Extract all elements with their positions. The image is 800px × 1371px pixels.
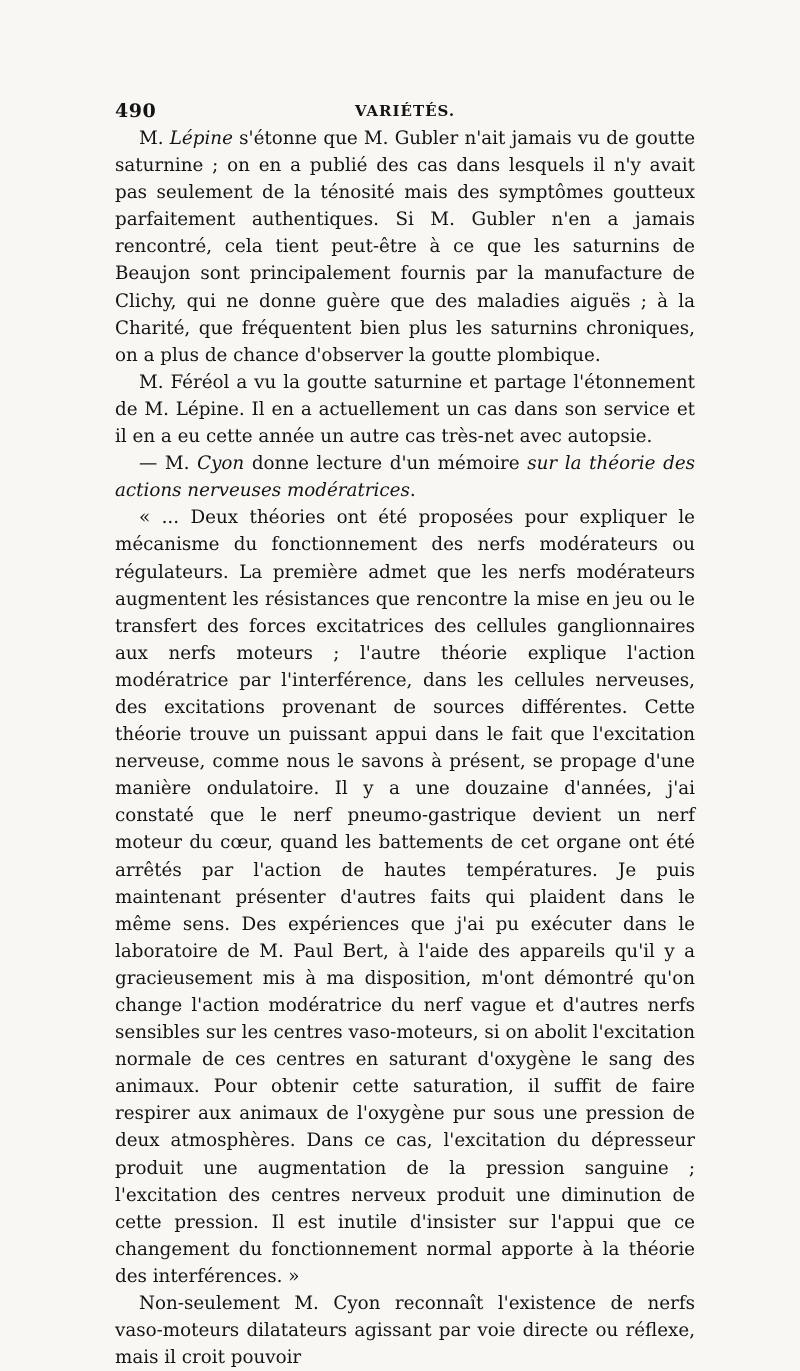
paragraph-text: donne lecture d'un mémoire	[244, 453, 528, 475]
paragraph-text: s'étonne que M. Gubler n'ait jamais vu de goutte saturnine ; on en a publié des cas dans lesquels il n'y avait pas seulement de la ténosité mais des symptômes goutteux parfaitement authentiques. Si M. Gubler n'en a jamais rencontré, cela tient peut-être à ce que les saturnins de Beaujon sont principalement fournis par la manufacture de Clichy, qui ne donne guère que des maladies aiguës ; à la Charité, que fréquentent bien plus les saturnins chroniques, on a plus de chance d'observer la goutte plombique.	[115, 128, 696, 366]
paragraph-lepine	[115, 125, 695, 369]
paragraph-text: M. Féréol a vu la goutte saturnine et partage l'étonnement de M. Lépine. Il en a actuellement un cas dans son service et il en a eu cette année un autre cas très-net avec autopsie.	[115, 371, 695, 448]
speaker-name: Lépine	[169, 128, 233, 149]
paragraph-final	[115, 1290, 695, 1371]
memoir-title: sur la théorie des actions nerveuses modératrices	[115, 453, 696, 502]
speaker-name: Cyon	[197, 453, 245, 475]
paragraph-lead: — M.	[139, 453, 198, 475]
running-head: VARIÉTÉS.	[354, 102, 456, 120]
paragraph-lead: M.	[139, 128, 170, 149]
paragraph-text: « ... Deux théories ont été proposées pour expliquer le mécanisme du fonctionnement des nerfs modérateurs ou régulateurs. La première admet que les nerfs modérateurs augmentent les résistances que rencontre la mise en jeu ou le transfert des forces excitatrices des cellules ganglionnaires aux nerfs moteurs ; l'autre théorie explique l'action modératrice par l'interférence, dans les cellules nerveuses, des excitations provenant de sources différentes. Cette théorie trouve un puissant appui dans le fait que l'excitation nerveuse, comme nous le savons à présent, se propage d'une manière ondulatoire. Il y a une douzaine d'années, j'ai constaté que le nerf pneumo-gastrique devient un nerf moteur du cœur, quand les battements de cet organe ont été arrêtés par l'action de hautes températures. Je puis maintenant présenter d'autres faits qui plaident dans le même sens. Des expériences que j'ai pu exécuter dans le laboratoire de M. Paul Bert, à l'aide des appareils qu'il y a gracieusement mis à ma disposition, m'ont démontré qu'on change l'action modératrice du nerf vague et d'autres nerfs sensibles sur les centres vaso-moteurs, si on abolit l'excitation normale de ces centres en saturant d'oxygène le sang des animaux. Pour obtenir cette saturation, il suffit de faire respirer aux animaux de l'oxygène pur sous une pression de deux atmosphères. Dans ce cas, l'excitation du dépresseur produit une augmentation de la pression sanguine ; l'excitation des centres nerveux produit une diminution de cette pression. Il est inutile d'insister sur l'appui que ce changement du fonctionnement normal apporte à la théorie des interférences. »	[115, 507, 695, 1287]
paragraph-tail: .	[409, 480, 416, 502]
paragraph-quote	[115, 504, 695, 1290]
page-number: 490	[115, 100, 157, 122]
paragraph-cyon-intro	[115, 450, 695, 504]
body-text	[115, 125, 695, 1371]
page-header	[115, 100, 695, 128]
paragraph-fereol	[115, 369, 695, 450]
paragraph-text: Non-seulement M. Cyon reconnaît l'existence de nerfs vaso-moteurs dilatateurs agissant par voie directe ou réflexe, mais il croit pouvoir	[115, 1293, 695, 1369]
